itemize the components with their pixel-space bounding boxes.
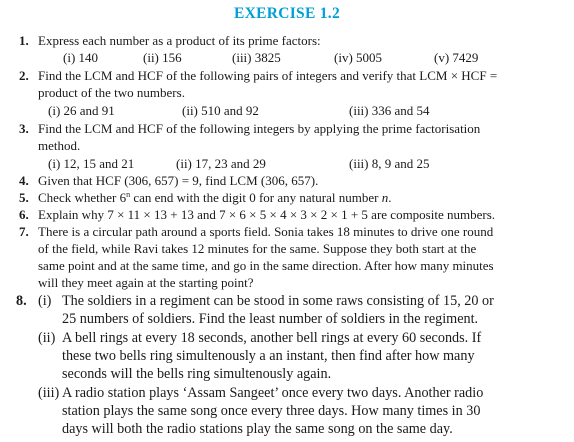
part-text-line: seconds will the bells ring simultenously again. [62, 366, 332, 382]
sub-part: (ii) 156 [143, 50, 182, 65]
question-text-line: Find the LCM and HCF of the following pairs of integers and verify that LCM × HCF = [38, 68, 498, 83]
part-label: (iii) [38, 385, 60, 401]
sub-part: (v) 7429 [434, 50, 479, 65]
part-text-line: days will both the radio stations play the same song on the same day. [62, 421, 453, 437]
question-number: 7. [19, 224, 29, 239]
question-4 [19, 172, 566, 189]
question-number: 4. [19, 173, 29, 188]
question-5 [19, 189, 566, 206]
question-text-line: will they meet again at the starting point? [38, 275, 254, 290]
question-text: Given that HCF (306, 657) = 9, find LCM (306, 657). [38, 173, 319, 188]
question-number: 2. [19, 68, 29, 83]
sub-part: (i) 140 [63, 50, 99, 65]
question-number: 5. [19, 190, 29, 205]
question-3 [19, 120, 566, 154]
sub-part: (iv) 5005 [334, 50, 383, 65]
part-text-line: A radio station plays ‘Assam Sangeet’ once every two days. Another radio [62, 385, 484, 401]
question-6 [19, 206, 566, 223]
question-text-line: There is a circular path around a sports field. Sonia takes 18 minutes to drive one round [38, 224, 494, 239]
sub-part: (ii) 17, 23 and 29 [176, 156, 266, 171]
question-text-line: product of the two numbers. [38, 85, 185, 100]
question-number: 8. [16, 293, 27, 309]
question-8-part-i [38, 292, 568, 328]
question-text: Explain why 7 × 11 × 13 + 13 and 7 × 6 × 5 × 4 × 3 × 2 × 1 + 5 are composite numbers. [38, 207, 495, 222]
question-1 [19, 32, 566, 49]
question-number: 6. [19, 207, 29, 222]
question-8-part-ii [38, 329, 568, 383]
part-label: (ii) [38, 330, 56, 346]
part-text-line: station plays the same song once every three days. How many times in 30 [62, 403, 481, 419]
question-8-part-iii [38, 384, 568, 438]
sub-part: (i) 26 and 91 [48, 103, 115, 118]
question-number: 1. [19, 33, 29, 48]
question-text: Check whether 6$^n$ can end with the digit 0 for any natural number n. [38, 190, 392, 205]
part-label: (i) [38, 293, 52, 309]
question-text-line: same point and at the same time, and go in the same direction. After how many minutes [38, 258, 494, 273]
question-7 [19, 223, 566, 291]
question-text-line: Find the LCM and HCF of the following integers by applying the prime factorisation [38, 121, 481, 136]
question-text-line: of the field, while Ravi takes 12 minutes for the same. Suppose they both start at the [38, 241, 477, 256]
question-2 [19, 67, 566, 101]
part-text-line: these two bells ring simultenously a an instant, then find after how many [62, 348, 475, 364]
sub-part: (iii) 8, 9 and 25 [349, 156, 430, 171]
question-number: 3. [19, 121, 29, 136]
part-text-line: A bell rings at every 18 seconds, another bell rings at every 60 seconds. If [62, 330, 482, 346]
sub-part: (iii) 336 and 54 [349, 103, 430, 118]
part-text-line: 25 numbers of soldiers. Find the least number of soldiers in the regiment. [62, 311, 479, 327]
question-text: Express each number as a product of its prime factors: [38, 33, 321, 48]
exercise-title: EXERCISE 1.2 [233, 5, 341, 22]
sub-part: (iii) 3825 [232, 50, 281, 65]
sub-part: (ii) 510 and 92 [182, 103, 259, 118]
part-text-line: The soldiers in a regiment can be stood in some raws consisting of 15, 20 or [62, 293, 494, 309]
question-text-line: method. [38, 138, 81, 153]
sub-part: (i) 12, 15 and 21 [48, 156, 135, 171]
